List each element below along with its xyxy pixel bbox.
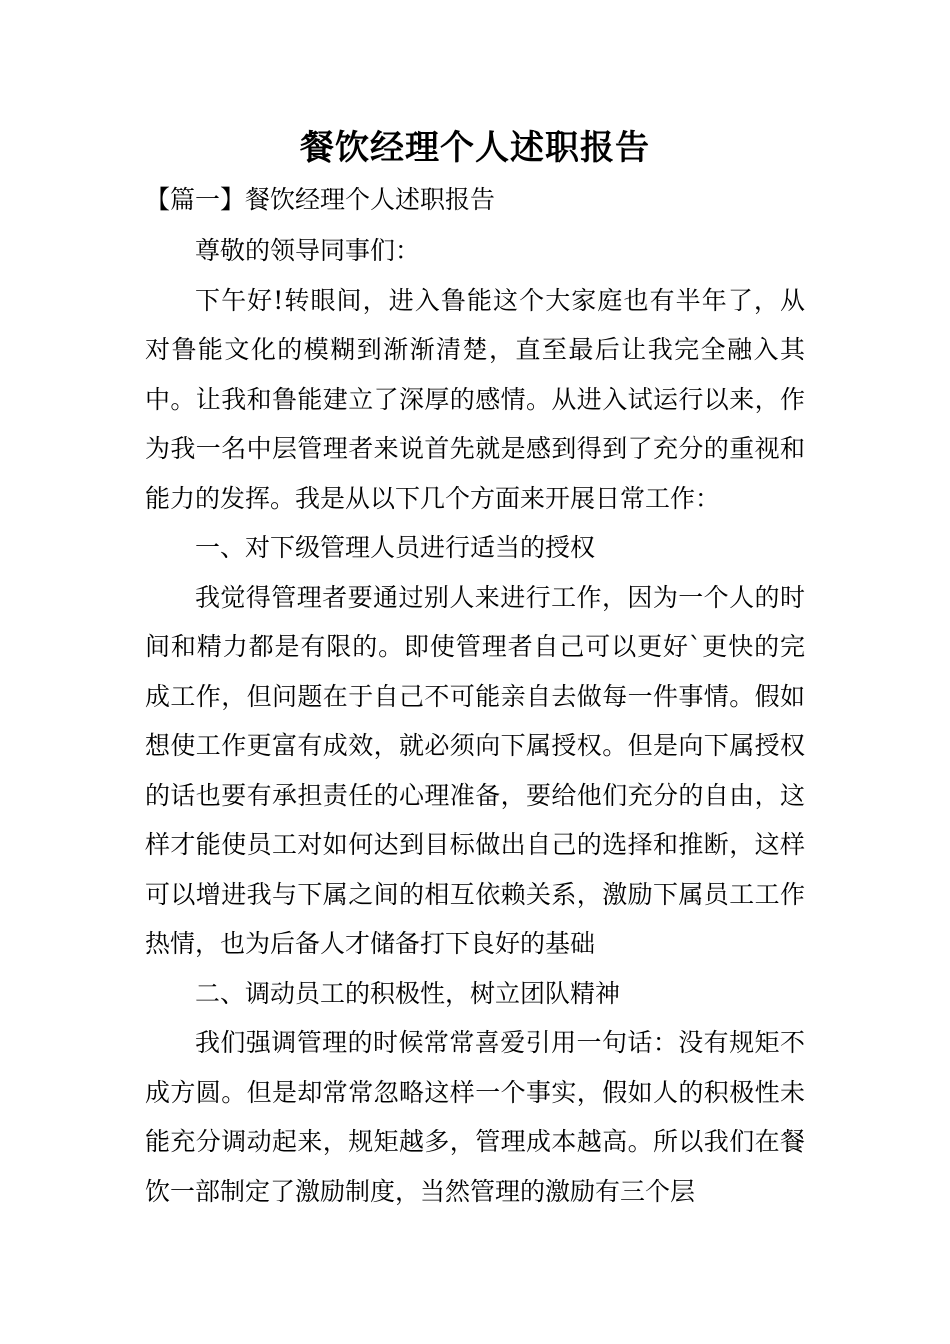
subheading-motivation: 二、调动员工的积极性，树立团队精神 <box>195 978 621 1008</box>
document-body <box>145 226 805 1216</box>
paragraph-greeting: 尊敬的领导同事们： <box>195 236 421 265</box>
section-heading: 【篇一】餐饮经理个人述职报告 <box>145 185 496 214</box>
paragraph-authorization: 我觉得管理者要通过别人来进行工作，因为一个人的时间和精力都是有限的。即使管理者自己可以更好`更快的完成工作，但问题在于自己不可能亲自去做每一件事情。假如想使工作更富有成效，就必须向下属授权。但是向下属授权的话也要有承担责任的心理准备，要给他们充分的自由，这样才能使员工对如何达到目标做出自己的选择和推断，这样可以增进我与下属之间的相互依赖关系，激励下属员工工作热情，也为后备人才储备打下良好的基础 <box>145 582 805 958</box>
subheading-authorization: 一、对下级管理人员进行适当的授权 <box>195 533 596 562</box>
paragraph-intro: 下午好!转眼间，进入鲁能这个大家庭也有半年了，从对鲁能文化的模糊到渐渐清楚，直至最后让我完全融入其中。让我和鲁能建立了深厚的感情。从进入试运行以来，作为我一名中层管理者来说首先就是感到得到了充分的重视和能力的发挥。我是从以下几个方面来开展日常工作： <box>145 285 805 513</box>
document-title: 餐饮经理个人述职报告 <box>300 128 650 168</box>
paragraph-motivation: 我们强调管理的时候常常喜爱引用一句话：没有规矩不成方圆。但是却常常忽略这样一个事实，假如人的积极性未能充分调动起来，规矩越多，管理成本越高。所以我们在餐饮一部制定了激励制度，当然管理的激励有三个层 <box>145 1028 805 1206</box>
